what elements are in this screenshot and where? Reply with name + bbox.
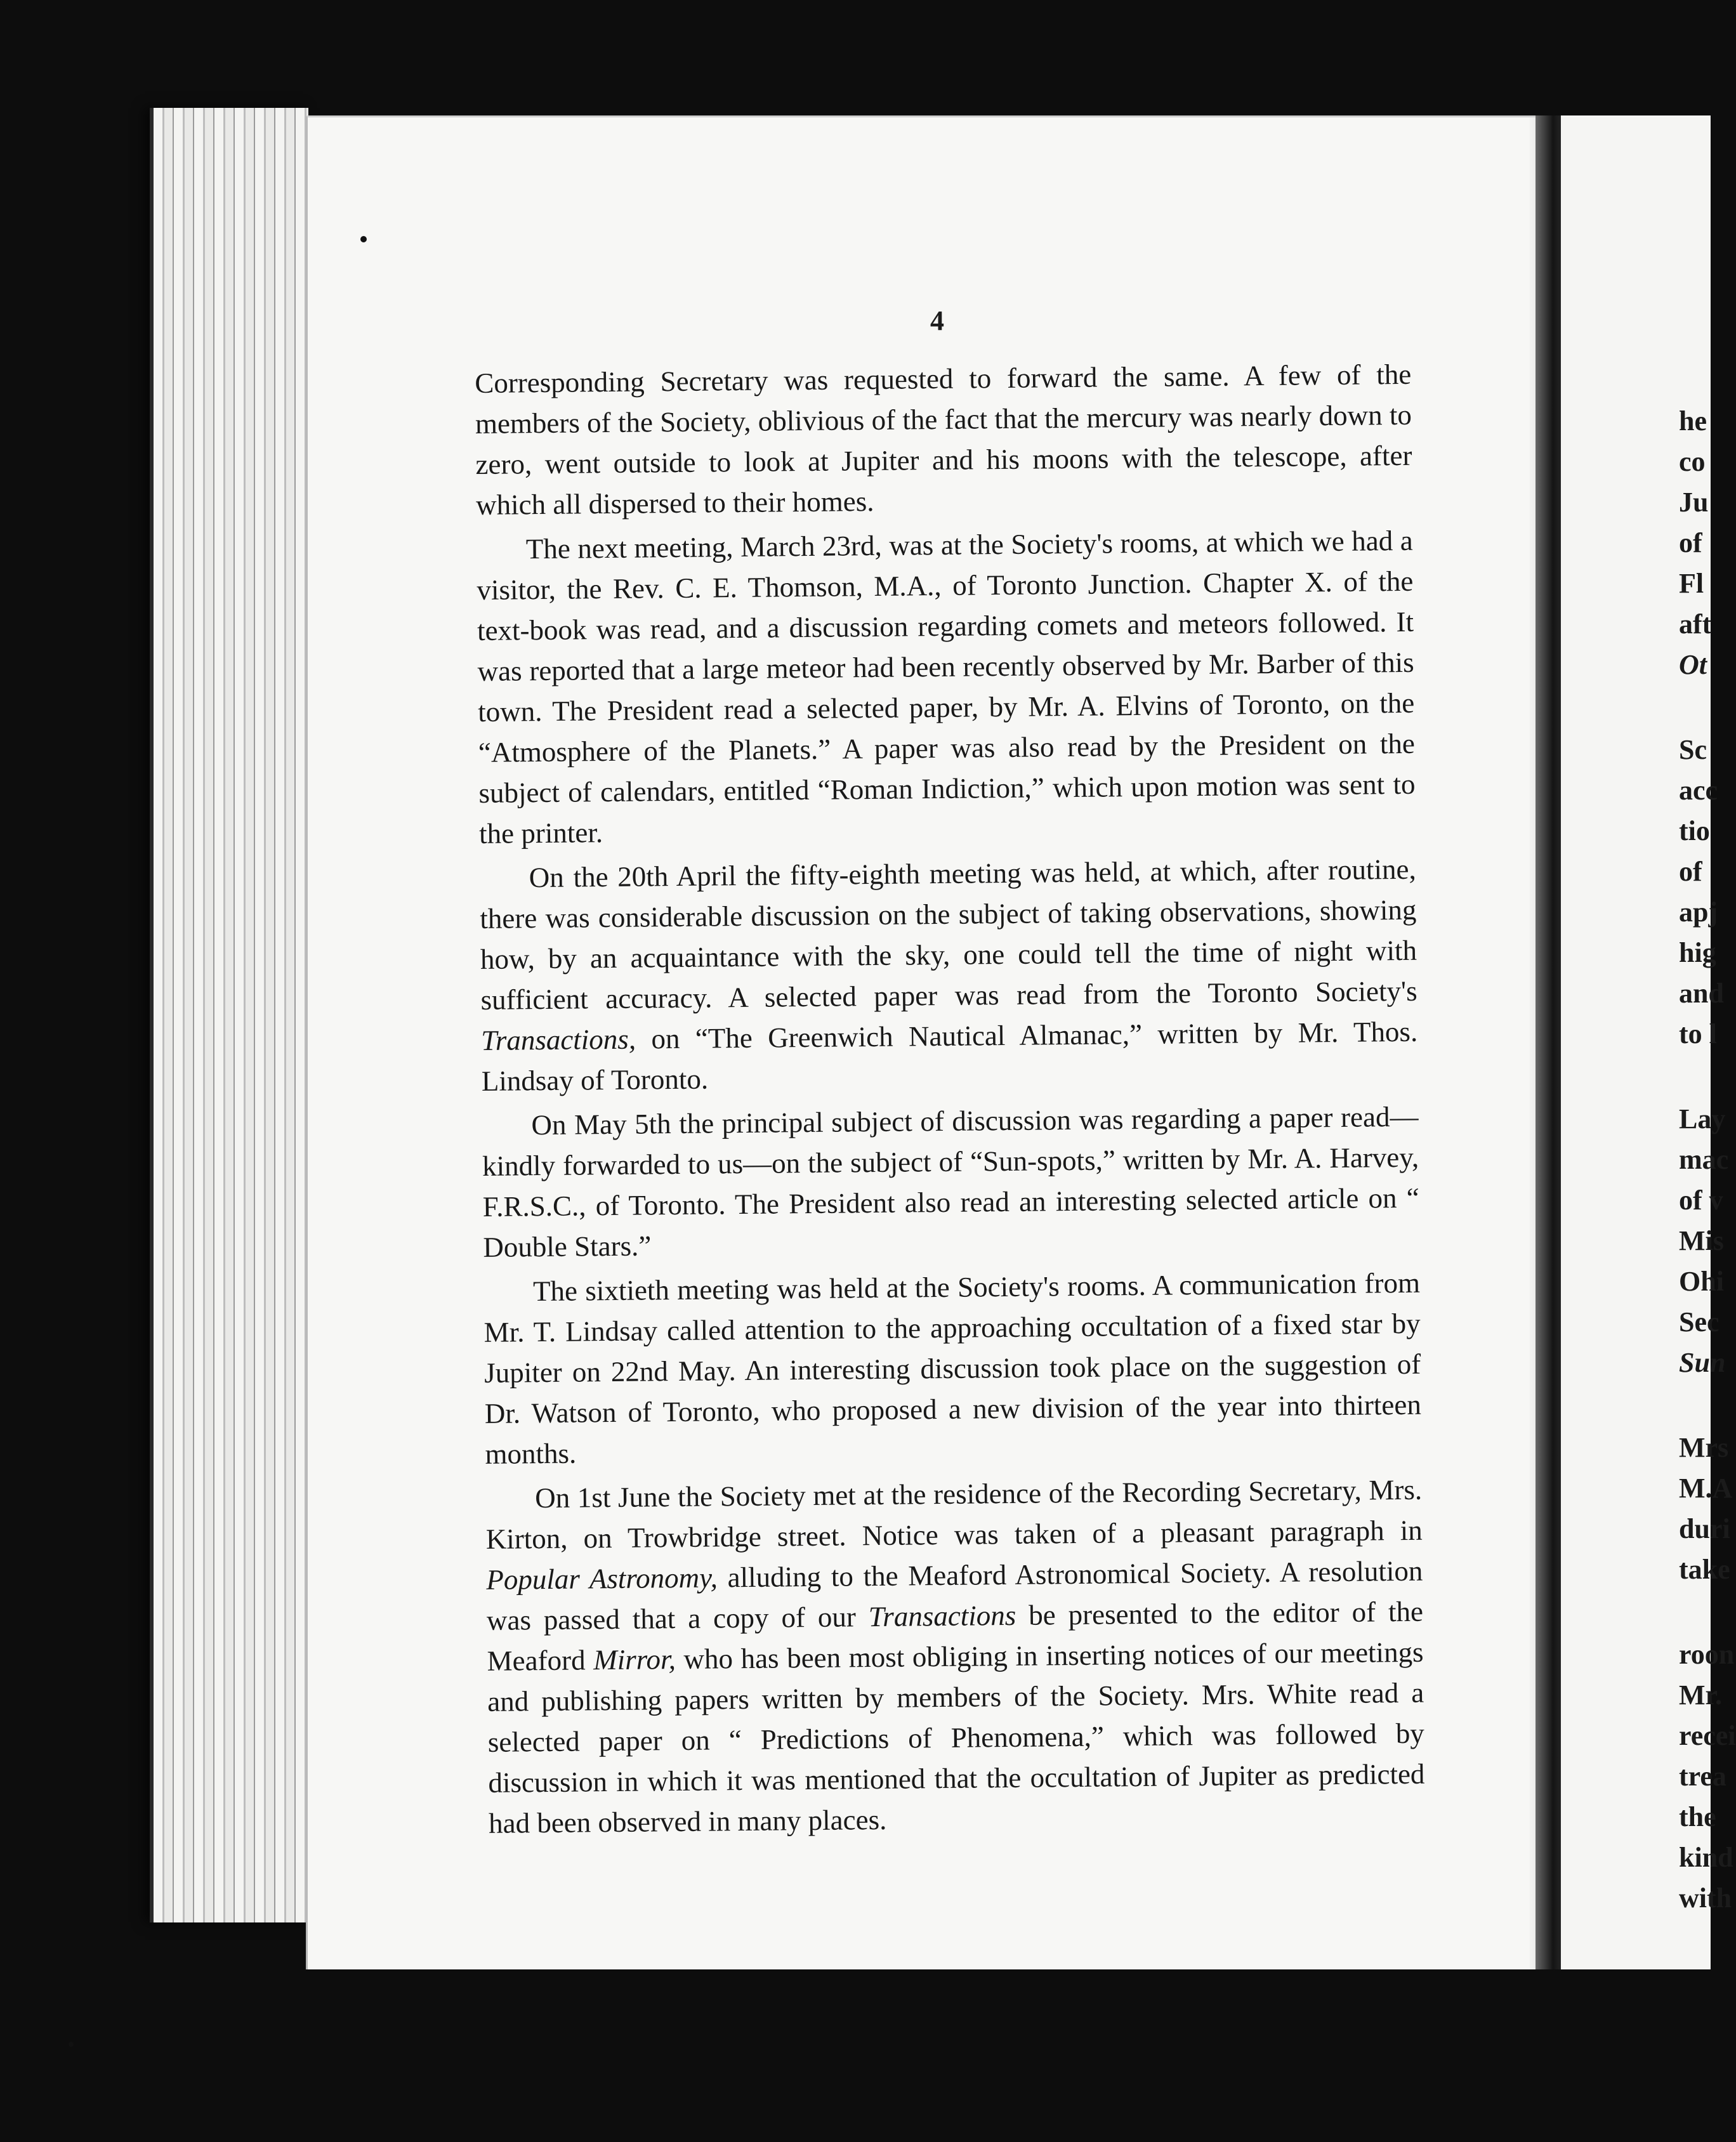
right-page-fragment: Ot: [1679, 649, 1707, 680]
right-page-fragment: Lay: [1679, 1103, 1726, 1134]
paragraph: [482, 1096, 1419, 1268]
right-page-fragment: Mis: [1679, 1225, 1724, 1256]
right-page-fragment: he: [1679, 405, 1707, 437]
italic-title-text: Mirror,: [593, 1643, 676, 1676]
right-page-fragment: Ohi: [1679, 1266, 1724, 1297]
right-page-fragment: apj: [1679, 897, 1718, 928]
paragraph-text: On May 5th the principal subject of discussion was regarding a paper read—kindly forwarded to us—on the subject of “Sun-spots,” written by Mr. A. Harvey, F.R.S.C., of Toronto. The President also read an interesting selected article on “ Double Stars.”: [482, 1100, 1419, 1263]
right-page-fragment: Mr.: [1679, 1679, 1723, 1711]
right-page-fragment: acc: [1679, 775, 1718, 806]
right-page-fragment: Fl: [1679, 568, 1704, 599]
right-page-fragment: of v: [1679, 1185, 1723, 1216]
italic-title-text: Transactions: [868, 1599, 1016, 1633]
paragraph: [485, 1469, 1425, 1844]
right-page-fragment: recei: [1679, 1720, 1736, 1751]
right-page-line-fragments: [1679, 401, 1736, 1919]
paragraph-text: On the 20th April the fifty-eighth meeting was held, at which, after routine, there was considerable discussion on the subject of taking observations, showing how, by an acquaintance with the sky, one could tell the time of night with sufficient accuracy. A selected paper was read from the Toronto Society's: [480, 853, 1417, 1016]
book-page-edges: [150, 108, 308, 1922]
right-page-fragment: [1679, 1590, 1736, 1634]
page-number: 4: [930, 305, 945, 336]
right-page-fragment: the: [1679, 1801, 1716, 1832]
right-page-fragment: mac: [1679, 1144, 1729, 1175]
paragraph: [477, 520, 1416, 854]
right-page-fragment: to l: [1679, 1018, 1717, 1049]
right-page-fragment: hig: [1679, 937, 1716, 968]
right-page-fragment: Sec: [1679, 1306, 1720, 1337]
right-page-fragment: Sun: [1679, 1347, 1726, 1378]
right-page-fragment: M.A: [1679, 1473, 1733, 1504]
right-page-fragment: Mrs: [1679, 1432, 1729, 1463]
right-page-fragment: Sc: [1679, 734, 1707, 765]
right-page-fragment: duri: [1679, 1513, 1730, 1544]
ink-speck: [69, 2042, 74, 2047]
right-page-fragment: aft: [1679, 608, 1712, 640]
paragraph-text: The sixtieth meeting was held at the Society's rooms. A communication from Mr. T. Lindsay called attention to the approaching occultation of a fixed star by Jupiter on 22nd May. An interesting discussion took place on the suggestion of Dr. Watson of Toronto, who proposed a new division of the year into thirteen months.: [483, 1266, 1422, 1470]
paragraph: [475, 354, 1412, 525]
right-page-fragment: and: [1679, 978, 1724, 1009]
paragraph-text: who has been most obliging in inserting notices of our meetings and publishing papers written by members of the Society. Mrs. White read a selected paper on “ Predictions of Phenomena,” which was followed by discussion in which it was mentioned that the occultation of Jupiter as predicted had been observed in many places.: [487, 1636, 1425, 1839]
paragraph-text: on “The Greenwich Nautical Almanac,” written by Mr. Thos. Lindsay of Toronto.: [481, 1015, 1418, 1097]
right-page-fragment: Ju: [1679, 487, 1709, 518]
right-page-fragment: with: [1679, 1882, 1732, 1914]
italic-title-text: Popular Astronomy,: [486, 1561, 718, 1596]
right-page-fragment: of: [1679, 527, 1702, 558]
paragraph-text: Corresponding Secretary was requested to forward the same. A few of the members of the Society, oblivious of the fact that the mercury was nearly down to zero, went outside to look at Jupiter and his moons with the telescope, after which all dispersed to their homes.: [475, 358, 1412, 521]
page-body-text: [475, 354, 1425, 1844]
right-page-fragment: take: [1679, 1554, 1730, 1585]
right-page-fragment: co: [1679, 446, 1706, 477]
ink-speck: [360, 236, 367, 242]
paragraph-text: On 1st June the Society met at the residence of the Recording Secretary, Mrs. Kirton, on Trowbridge street. Notice was taken of a pleasant paragraph in: [485, 1473, 1423, 1555]
right-page-fragment: tio: [1679, 815, 1710, 846]
right-page-fragment: trea: [1679, 1761, 1726, 1792]
paragraph: [483, 1263, 1422, 1475]
right-page-fragment: kind: [1679, 1842, 1733, 1873]
paragraph-text: The next meeting, March 23rd, was at the Society's rooms, at which we had a visitor, the Rev. C. E. Thomson, M.A., of Toronto Junction. Chapter X. of the text-book was read, and a discussion regarding comets and meteors followed. It was reported that a large meteor had been recently observed by Mr. Barber of this town. The President read a selected paper, by Mr. A. Elvins of Toronto, on the “Atmosphere of the Planets.” A paper was also read by the President on the subject of calendars, entitled “Roman Indiction,” which upon motion was sent to the printer.: [477, 524, 1416, 850]
italic-title-text: Transactions,: [481, 1023, 636, 1056]
right-page-fragment: roon: [1679, 1639, 1735, 1670]
right-page-fragment: [1679, 685, 1736, 730]
paragraph-text: be presented to the editor of the Meaford: [487, 1595, 1424, 1677]
right-page-fragment: of: [1679, 856, 1702, 887]
right-page-fragment: [1679, 1383, 1736, 1428]
paragraph-text: alluding to the Meaford Astronomical Society. A resolution was passed that a copy of our: [486, 1554, 1423, 1636]
right-page-fragment: [1679, 1055, 1736, 1099]
paragraph: [479, 849, 1418, 1101]
